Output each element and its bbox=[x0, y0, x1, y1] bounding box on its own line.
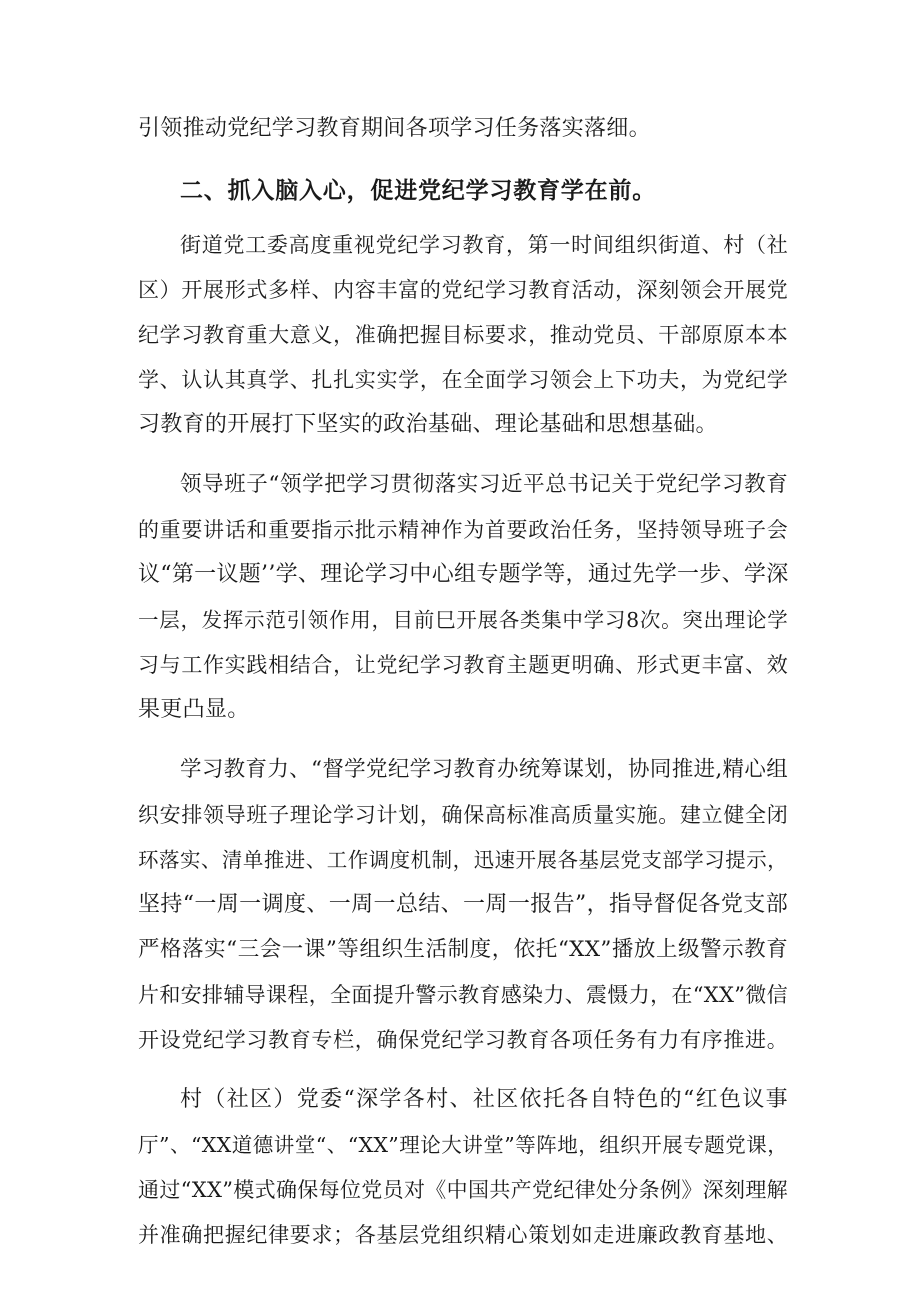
paragraph-2-line-6: 果更凸显。 bbox=[138, 697, 250, 722]
paragraph-2-line-5: 习与工作实践相结合，让党纪学习教育主题更明确、形式更丰富、效 bbox=[138, 653, 788, 677]
paragraph-3-line-2: 织安排领导班子理论学习计划，确保高标准高质量实施。建立健全闭 bbox=[138, 803, 788, 827]
paragraph-4-line-3: 通过“XX”模式确保每位党员对《中国共产党纪律处分条例》深刻理解 bbox=[138, 1178, 788, 1202]
paragraph-1-line-5: 习教育的开展打下坚实的政治基础、理论基础和思想基础。 bbox=[138, 412, 718, 437]
paragraph-3-line-4: 坚持“一周一调度、一周一总结、一周一报告”，指导督促各党支部 bbox=[138, 892, 788, 917]
paragraph-2-line-4: 一层，发挥示范引领作用，目前巳开展各类集中学习8次。突出理论学 bbox=[138, 608, 788, 632]
paragraph-3-line-5: 严格落实“三会一课”等组织生活制度，依托“XX”播放上级警示教育 bbox=[138, 937, 788, 962]
paragraph-3-line-3: 环落实、清单推进、工作调度机制，迅速开展各基层党支部学习提示， bbox=[138, 848, 788, 872]
paragraph-4-line-4: 并准确把握纪律要求；各基层党组织精心策划如走进廉政教育基地、 bbox=[138, 1223, 788, 1247]
paragraph-4-line-2: 厅”、“XX道德讲堂“、“XX”理论大讲堂”等阵地，组织开展专题党课， bbox=[138, 1133, 788, 1157]
paragraph-1-line-2: 区）开展形式多样、内容丰富的党纪学习教育活动，深刻领会开展党 bbox=[138, 278, 788, 302]
paragraph-1-line-3: 纪学习教育重大意义，准确把握目标要求，推动党员、干部原原本本 bbox=[138, 323, 788, 347]
paragraph-3-line-1: 学习教育力、“督学党纪学习教育办统筹谋划，协同推进,精心组 bbox=[180, 757, 788, 782]
paragraph-3-line-7: 开设党纪学习教育专栏，确保党纪学习教育各项任务有力有序推进。 bbox=[138, 1028, 788, 1052]
section-heading: 二、抓入脑入心，促进党纪学习教育学在前。 bbox=[180, 178, 656, 204]
paragraph-2-line-3: 议“第一议题’’学、理论学习中心组专题学等，通过先学一步、学深 bbox=[138, 562, 789, 587]
paragraph-continuation-line: 引领推动党纪学习教育期间各项学习任务落实落细。 bbox=[138, 116, 651, 141]
paragraph-3-line-6: 片和安排辅导课程，全面提升警示教育感染力、震慑力，在“XX”微信 bbox=[138, 983, 788, 1007]
paragraph-4-line-1: 村（社区）党委“深学各村、社区依托各自特色的“红色议事 bbox=[180, 1087, 788, 1112]
paragraph-2-line-1: 领导班子“领学把学习贯彻落实习近平总书记关于党纪学习教育 bbox=[180, 472, 788, 497]
paragraph-1-line-1: 街道党工委高度重视党纪学习教育，第一时间组织街道、村（社 bbox=[180, 233, 788, 257]
paragraph-2-line-2: 的重要讲话和重要指示批示精神作为首要政治任务，坚持领导班子会 bbox=[138, 518, 788, 542]
paragraph-1-line-4: 学、认认其真学、扎扎实实学，在全面学习领会上下功夫，为党纪学 bbox=[138, 368, 788, 392]
